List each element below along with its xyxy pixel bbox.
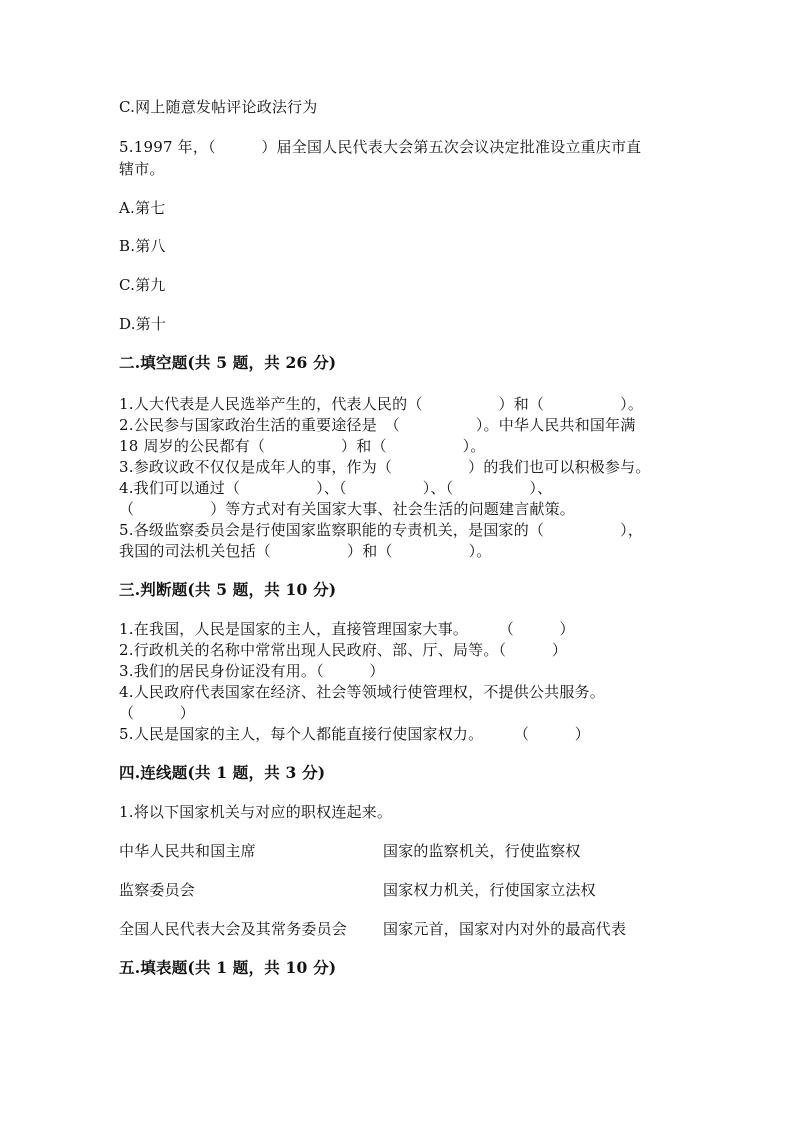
q5-stem-line1: 5.1997 年，（ ）届全国人民代表大会第五次会议决定批准设立重庆市直 — [119, 138, 642, 156]
matching-right-item: 国家元首，国家对内对外的最高代表 — [383, 920, 627, 938]
fill-blank-line: 18 周岁的公民都有（ ）和（ ）。 — [119, 437, 486, 455]
section-heading-matching: 四.连线题(共 1 题，共 3 分) — [119, 763, 326, 782]
fill-blank-line: 2.公民参与国家政治生活的重要途径是 （ ）。中华人民共和国年满 — [119, 416, 636, 434]
fill-blank-line: 5.各级监察委员会是行使国家监察职能的专责机关，是国家的（ ）， — [119, 521, 644, 539]
true-false-line: 5.人民是国家的主人，每个人都能直接行使国家权力。 （ ） — [119, 725, 590, 743]
q4-option-c: C.网上随意发帖评论政法行为 — [119, 98, 318, 116]
true-false-line: 4.人民政府代表国家在经济、社会等领域行使管理权，不提供公共服务。 — [119, 683, 605, 701]
matching-instruction: 1.将以下国家机关与对应的职权连起来。 — [119, 803, 393, 821]
matching-right-item: 国家权力机关，行使国家立法权 — [383, 881, 596, 899]
section-heading-fill-blank: 二.填空题(共 5 题，共 26 分) — [119, 353, 337, 372]
section-heading-true-false: 三.判断题(共 5 题，共 10 分) — [119, 580, 337, 599]
q5-option-d: D.第十 — [119, 315, 167, 333]
fill-blank-line: 1.人大代表是人民选举产生的，代表人民的（ ）和（ ）。 — [119, 395, 644, 413]
matching-left-item: 全国人民代表大会及其常务委员会 — [119, 920, 348, 938]
fill-blank-line: 我国的司法机关包括（ ）和（ ）。 — [119, 542, 492, 560]
fill-blank-line: （ ）等方式对有关国家大事、社会生活的问题建言献策。 — [119, 500, 576, 518]
true-false-line: （ ） — [119, 704, 196, 722]
true-false-line: 1.在我国，人民是国家的主人，直接管理国家大事。 （ ） — [119, 620, 575, 638]
matching-left-item: 中华人民共和国主席 — [119, 842, 256, 860]
q5-option-c: C.第九 — [119, 276, 166, 294]
q5-option-a: A.第七 — [119, 199, 166, 217]
matching-left-item: 监察委员会 — [119, 881, 196, 899]
true-false-line: 3.我们的居民身份证没有用。（ ） — [119, 662, 385, 680]
fill-blank-line: 4.我们可以通过（ ）、（ ）、（ ）、 — [119, 479, 553, 497]
true-false-line: 2.行政机关的名称中常常出现人民政府、部、厅、局等。（ ） — [119, 641, 568, 659]
q5-option-b: B.第八 — [119, 237, 166, 255]
matching-right-item: 国家的监察机关，行使监察权 — [383, 842, 581, 860]
q5-stem-line2: 辖市。 — [119, 160, 165, 178]
section-heading-table: 五.填表题(共 1 题，共 10 分) — [119, 958, 337, 977]
fill-blank-line: 3.参政议政不仅仅是成年人的事，作为（ ）的我们也可以积极参与。 — [119, 458, 651, 476]
